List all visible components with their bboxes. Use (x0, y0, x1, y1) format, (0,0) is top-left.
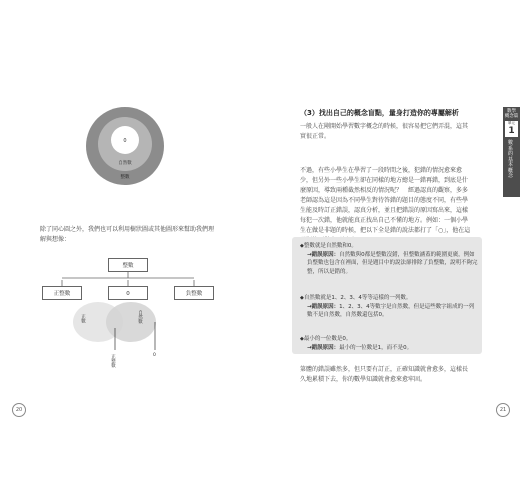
note-item (300, 242, 478, 276)
venn-diagram (65, 300, 175, 380)
venn-left-label: 正數 (80, 314, 86, 323)
page-number-right: 21 (496, 403, 510, 417)
reason-text: 自然數與0都是整數沒錯，但整數涵蓋的範圍更廣，例如負整數也包含在裡面，但是題目中的說法卻排除了負整數，說明不夠完整，所以是錯的。 (307, 251, 478, 275)
note-item (300, 294, 478, 320)
concentric-circles-diagram (85, 106, 165, 186)
tab-chapter-title: 數系的基本概念 (507, 140, 513, 179)
page-number-left: 20 (12, 403, 26, 417)
section-title: （3）找出自己的概念盲點，量身打造你的專屬解析 (300, 109, 459, 117)
right-paragraph-3: 第體的錯誤雖然多，但只要有訂正，正確知識就會愈多，這樣長久地累積下去，你的數學知識就會愈來愈牢固。 (300, 366, 469, 383)
tree-child-negative-integers: 負整數 (174, 286, 214, 300)
reason-text: 最小的一位數是1，而不是0。 (339, 344, 413, 351)
note-reason (300, 251, 478, 277)
note-statement: ◆ 自然數就是1、2、3、4等等這樣的一列數。 (300, 294, 478, 303)
tree-children (38, 282, 218, 302)
reason-label: →錯誤原因： (307, 251, 340, 258)
tree-child-positive-integers: 正整數 (42, 286, 82, 300)
venn-below-left-label: 正整數 (110, 354, 116, 368)
right-paragraph-1: 一般人在剛開始學習數字概念的時候，很容易把它們弄混，這其實很正常。 (300, 123, 469, 140)
venn-right-label: 自然數 (137, 310, 143, 324)
chapter-side-tab (503, 107, 520, 197)
note-statement: ◆ 最小的一位數是0。 (300, 335, 478, 344)
reason-label: →錯誤原因： (307, 303, 340, 310)
venn-below-right-label: 0 (153, 353, 156, 358)
tab-unit-badge (505, 121, 518, 137)
reason-text: 1、2、3、4等數字是自然數，但是這些數字組成的一列數不是自然數，自然數還包括0。 (307, 303, 475, 318)
tab-category: 數學 概念篇 (504, 109, 519, 119)
tree-child-zero: 0 (108, 286, 148, 300)
right-page (260, 0, 520, 500)
left-paragraph: 除了同心圓之外，我們也可以利用樹狀圖或其他圖形來幫助我們理解與想像： (40, 226, 215, 243)
tab-unit-label: 單元 (508, 121, 515, 125)
outer-circle-label: 整數 (120, 175, 130, 180)
venn-right-ellipse (106, 302, 156, 342)
middle-circle-label: 自然數 (118, 161, 132, 166)
note-statement: ◆ 整數就是自然數和0。 (300, 242, 478, 251)
inner-circle-label: 0 (123, 138, 127, 144)
right-paragraph-2: 不過，有些小學生在學習了一段時間之後，犯錯的情況愈來愈少，但另外一些小學生卻在同樣的地方總是一錯再錯，到底是什麼原因，導致兩種截然相反的情況呢？ 經過認真的觀察，多多老師認為這是因為不同學生對待答錯的題目的態度不同，有些學生能及時訂正錯誤，認真分析，並且把錯誤的原因寫出來，這樣每犯一次錯，他就能真正找出自己不懂的地方。例如：一個小學生在做是非題的時候，把以下全是錯的說法都打了「○」，他在這 (300, 167, 471, 234)
tab-unit-number: 1 (508, 126, 515, 136)
correction-notes-box (292, 237, 482, 354)
note-reason (300, 303, 478, 320)
note-reason (300, 344, 478, 353)
note-item (300, 335, 478, 352)
tree-root-integers: 整數 (108, 258, 148, 272)
reason-label: →錯誤原因： (307, 344, 340, 351)
